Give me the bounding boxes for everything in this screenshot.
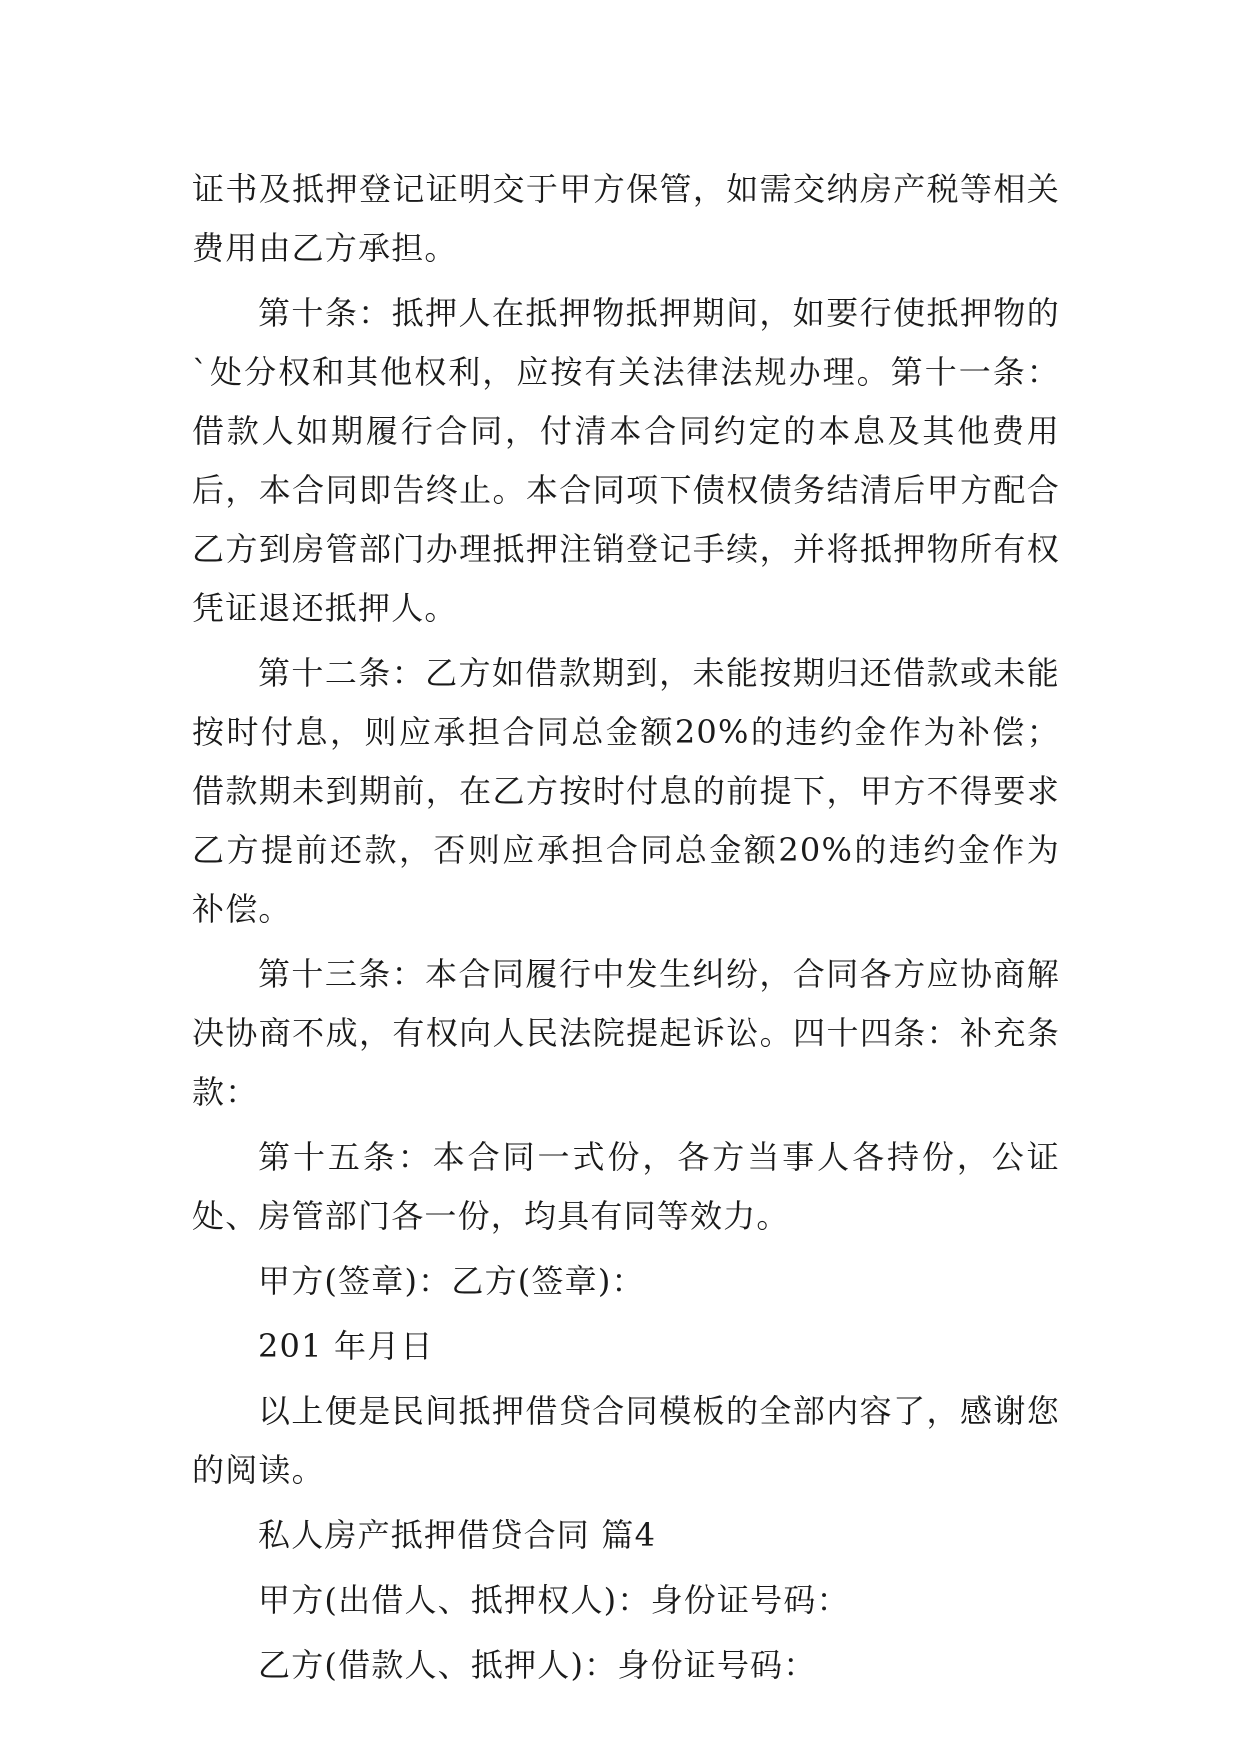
document-body xyxy=(192,160,1060,1695)
paragraph-article-13: 第十三条：本合同履行中发生纠纷，合同各方应协商解决协商不成，有权向人民法院提起诉讼。四十四条：补充条款： xyxy=(192,955,1060,1111)
signature-line: 甲方(签章)：乙方(签章)： xyxy=(258,1262,645,1300)
paragraph-article-12: 第十二条：乙方如借款期到，未能按期归还借款或未能按时付息，则应承担合同总金额20%的违约金作为补偿；借款期未到期前，在乙方按时付息的前提下，甲方不得要求乙方提前还款，否则应承担合同总金额20%的违约金作为补偿。 xyxy=(192,654,1060,928)
paragraph-article-15: 第十五条：本合同一式份，各方当事人各持份，公证处、房管部门各一份，均具有同等效力。 xyxy=(192,1138,1060,1235)
closing-remark: 以上便是民间抵押借贷合同模板的全部内容了，感谢您的阅读。 xyxy=(192,1392,1060,1489)
party-a-line: 甲方(出借人、抵押权人)：身份证号码： xyxy=(258,1581,850,1619)
paragraph-article-10-11: 第十条：抵押人在抵押物抵押期间，如要行使抵押物的`处分权和其他权利，应按有关法律法规办理。第十一条：借款人如期履行合同，付清本合同约定的本息及其他费用后，本合同即告终止。本合同项下债权债务结清后甲方配合乙方到房管部门办理抵押注销登记手续，并将抵押物所有权凭证退还抵押人。 xyxy=(192,294,1060,627)
section-heading: 私人房产抵押借贷合同 篇4 xyxy=(258,1516,657,1554)
date-line: 201 年月日 xyxy=(258,1327,434,1365)
party-b-line: 乙方(借款人、抵押人)：身份证号码： xyxy=(258,1646,817,1684)
paragraph-continuation: 证书及抵押登记证明交于甲方保管，如需交纳房产税等相关费用由乙方承担。 xyxy=(192,170,1060,267)
